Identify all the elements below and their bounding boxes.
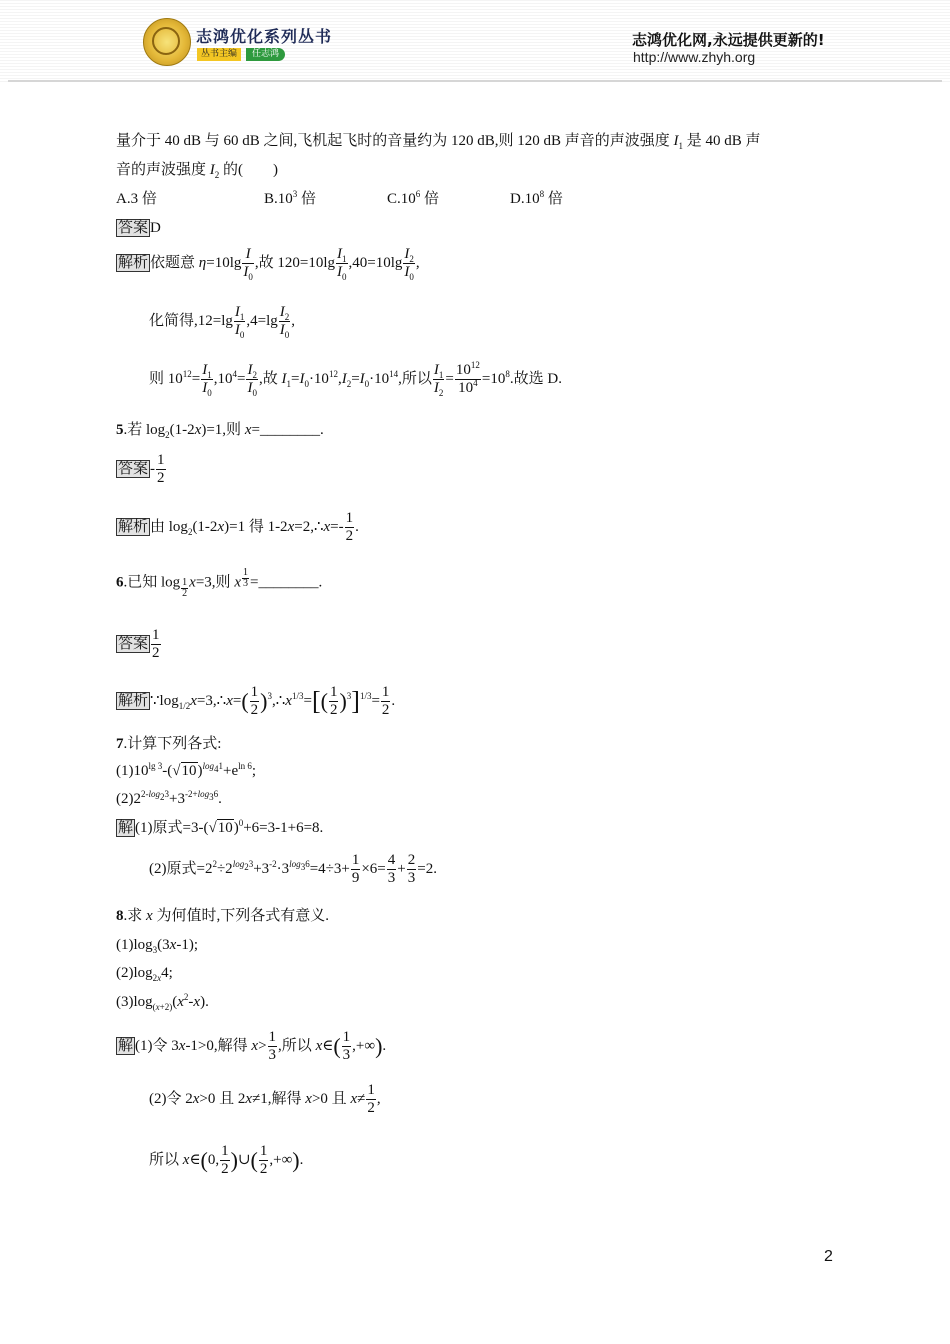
header-slogan: 志鸿优化网,永远提供更新的! — [632, 31, 825, 49]
q5-stem: 5.若 $\log_2(1-2x)=1$,则 x=________. — [116, 422, 324, 440]
publisher-logo — [143, 18, 191, 66]
q6-answer: 答案 $\frac{1}{2}$ — [118, 627, 160, 661]
q4-analysis-1: 解析 依题意 η=10lg $\frac{I}{I_0}$ ,故 120=10lg $\frac{I_1}{I_0}$ ,40=10lg $\frac{I_2}{I_0}$ , — [118, 246, 420, 282]
q7-solution-1: 解 (1)原式$=3-(√10)^0+6=3-1+6=8$. — [118, 818, 324, 836]
q4-option-c: $C.10^6$ 倍 — [387, 189, 440, 207]
q8-solution-3: 所以 x∈(0, $\frac{1}{2}$ )∪( $\frac{1}{2}$ ,+∞). — [149, 1143, 304, 1177]
q4-analysis-2: 化简得,12=lg $\frac{I_1}{I_0}$ ,4=lg $\frac{I_2}{I_0}$ , — [149, 304, 296, 340]
page-header — [0, 0, 950, 82]
header-divider — [8, 80, 942, 82]
q7-stem: 7.计算下列各式: — [116, 736, 222, 752]
q5-answer: 答案 - $\frac{1}{2}$ — [118, 452, 165, 486]
q4-option-d: $D.10^8$ 倍 — [510, 189, 563, 207]
q8-part1: $(1)\log_3(3x-1)$; — [116, 937, 199, 955]
q5-analysis: 解析 由 $\log_2(1-2x)=1$ 得 1-2x=2,∴x=- $\frac{1}{2}$ . — [118, 510, 359, 544]
answer-tag: 答案 — [118, 220, 149, 236]
q6-analysis: 解析 $\because\log_{1/2}x=3,\therefore x=$( $\frac{1}{2}$ )$^3,\therefore x^{1/3}=$[( $\frac{1}{2}$ )$^3$]$^{1/3}$= $\frac{1}{2}$ . — [118, 684, 396, 718]
page-number: 2 — [824, 1248, 833, 1265]
editor-label: 丛书主编 — [197, 48, 241, 61]
q4-stem-line1: 量介于 40 dB 与 60 dB 之间,飞机起飞时的音量约为 120 dB,则 120 dB 声音的声波强度 $I_1$ 是 40 dB 声 — [116, 133, 761, 151]
q4-analysis-3: 则 $10^{12}=$ $\frac{I_1}{I_0}$ $,10^4=$ $\frac{I_2}{I_0}$ ,故 $I_1=I_0\cdot 10^{12},I_2=I_0\cdot 10^{14}$,所以 $\frac{I_1}{I_2}$ = $\frac{10^{12}}{10^4}$ $=10^8$.故选 D. — [149, 360, 562, 398]
q8-part3: $(3)\log_{(x+2)}(x^2-x)$. — [116, 992, 209, 1012]
series-title: 志鸿优化系列丛书 — [196, 27, 333, 46]
q7-part1: $(1)10^{lg 3}-(√10)^{log_41}+e^{ln 6}$; — [116, 761, 257, 779]
q4-option-b: $B.10^3$ 倍 — [264, 189, 317, 207]
q4-stem-line2: 音的声波强度 $I_2$ 的( ) — [116, 162, 279, 180]
q8-stem: 8.求 x 为何值时,下列各式有意义. — [116, 908, 329, 924]
q8-solution-1: 解 (1)令 3x-1>0,解得 x> $\frac{1}{3}$ ,所以 x∈( $\frac{1}{3}$ ,+∞). — [118, 1029, 387, 1063]
q6-stem: 6.已知 log $_{\frac{1}{2}}$ x=3,则 x $^{\frac{1}{3}}$ =________. — [116, 567, 323, 599]
q4-option-a: A.3 倍 — [116, 191, 157, 207]
q7-solution-2: (2)原式$=2^2\div 2^{log_23}+3^{-2}\cdot 3^{log_36}=4\div 3+$ $\frac{1}{9}$ ×6= $\frac{4}{3}$ + $\frac{2}{3}$ =2. — [149, 852, 437, 886]
q8-part2: $(2)\log_{2x}4$; — [116, 965, 173, 983]
q7-part2: $(2)2^{2-log_23}+3^{-2+log_36}$. — [116, 789, 222, 807]
q4-answer: 答案 D — [118, 220, 161, 236]
editor-name: 任志鸿 — [246, 48, 285, 61]
header-url[interactable]: http://www.zhyh.org — [633, 49, 756, 65]
q8-solution-2: (2)令 2x>0 且 2x≠1,解得 x>0 且 x≠ $\frac{1}{2}$ , — [149, 1082, 381, 1116]
